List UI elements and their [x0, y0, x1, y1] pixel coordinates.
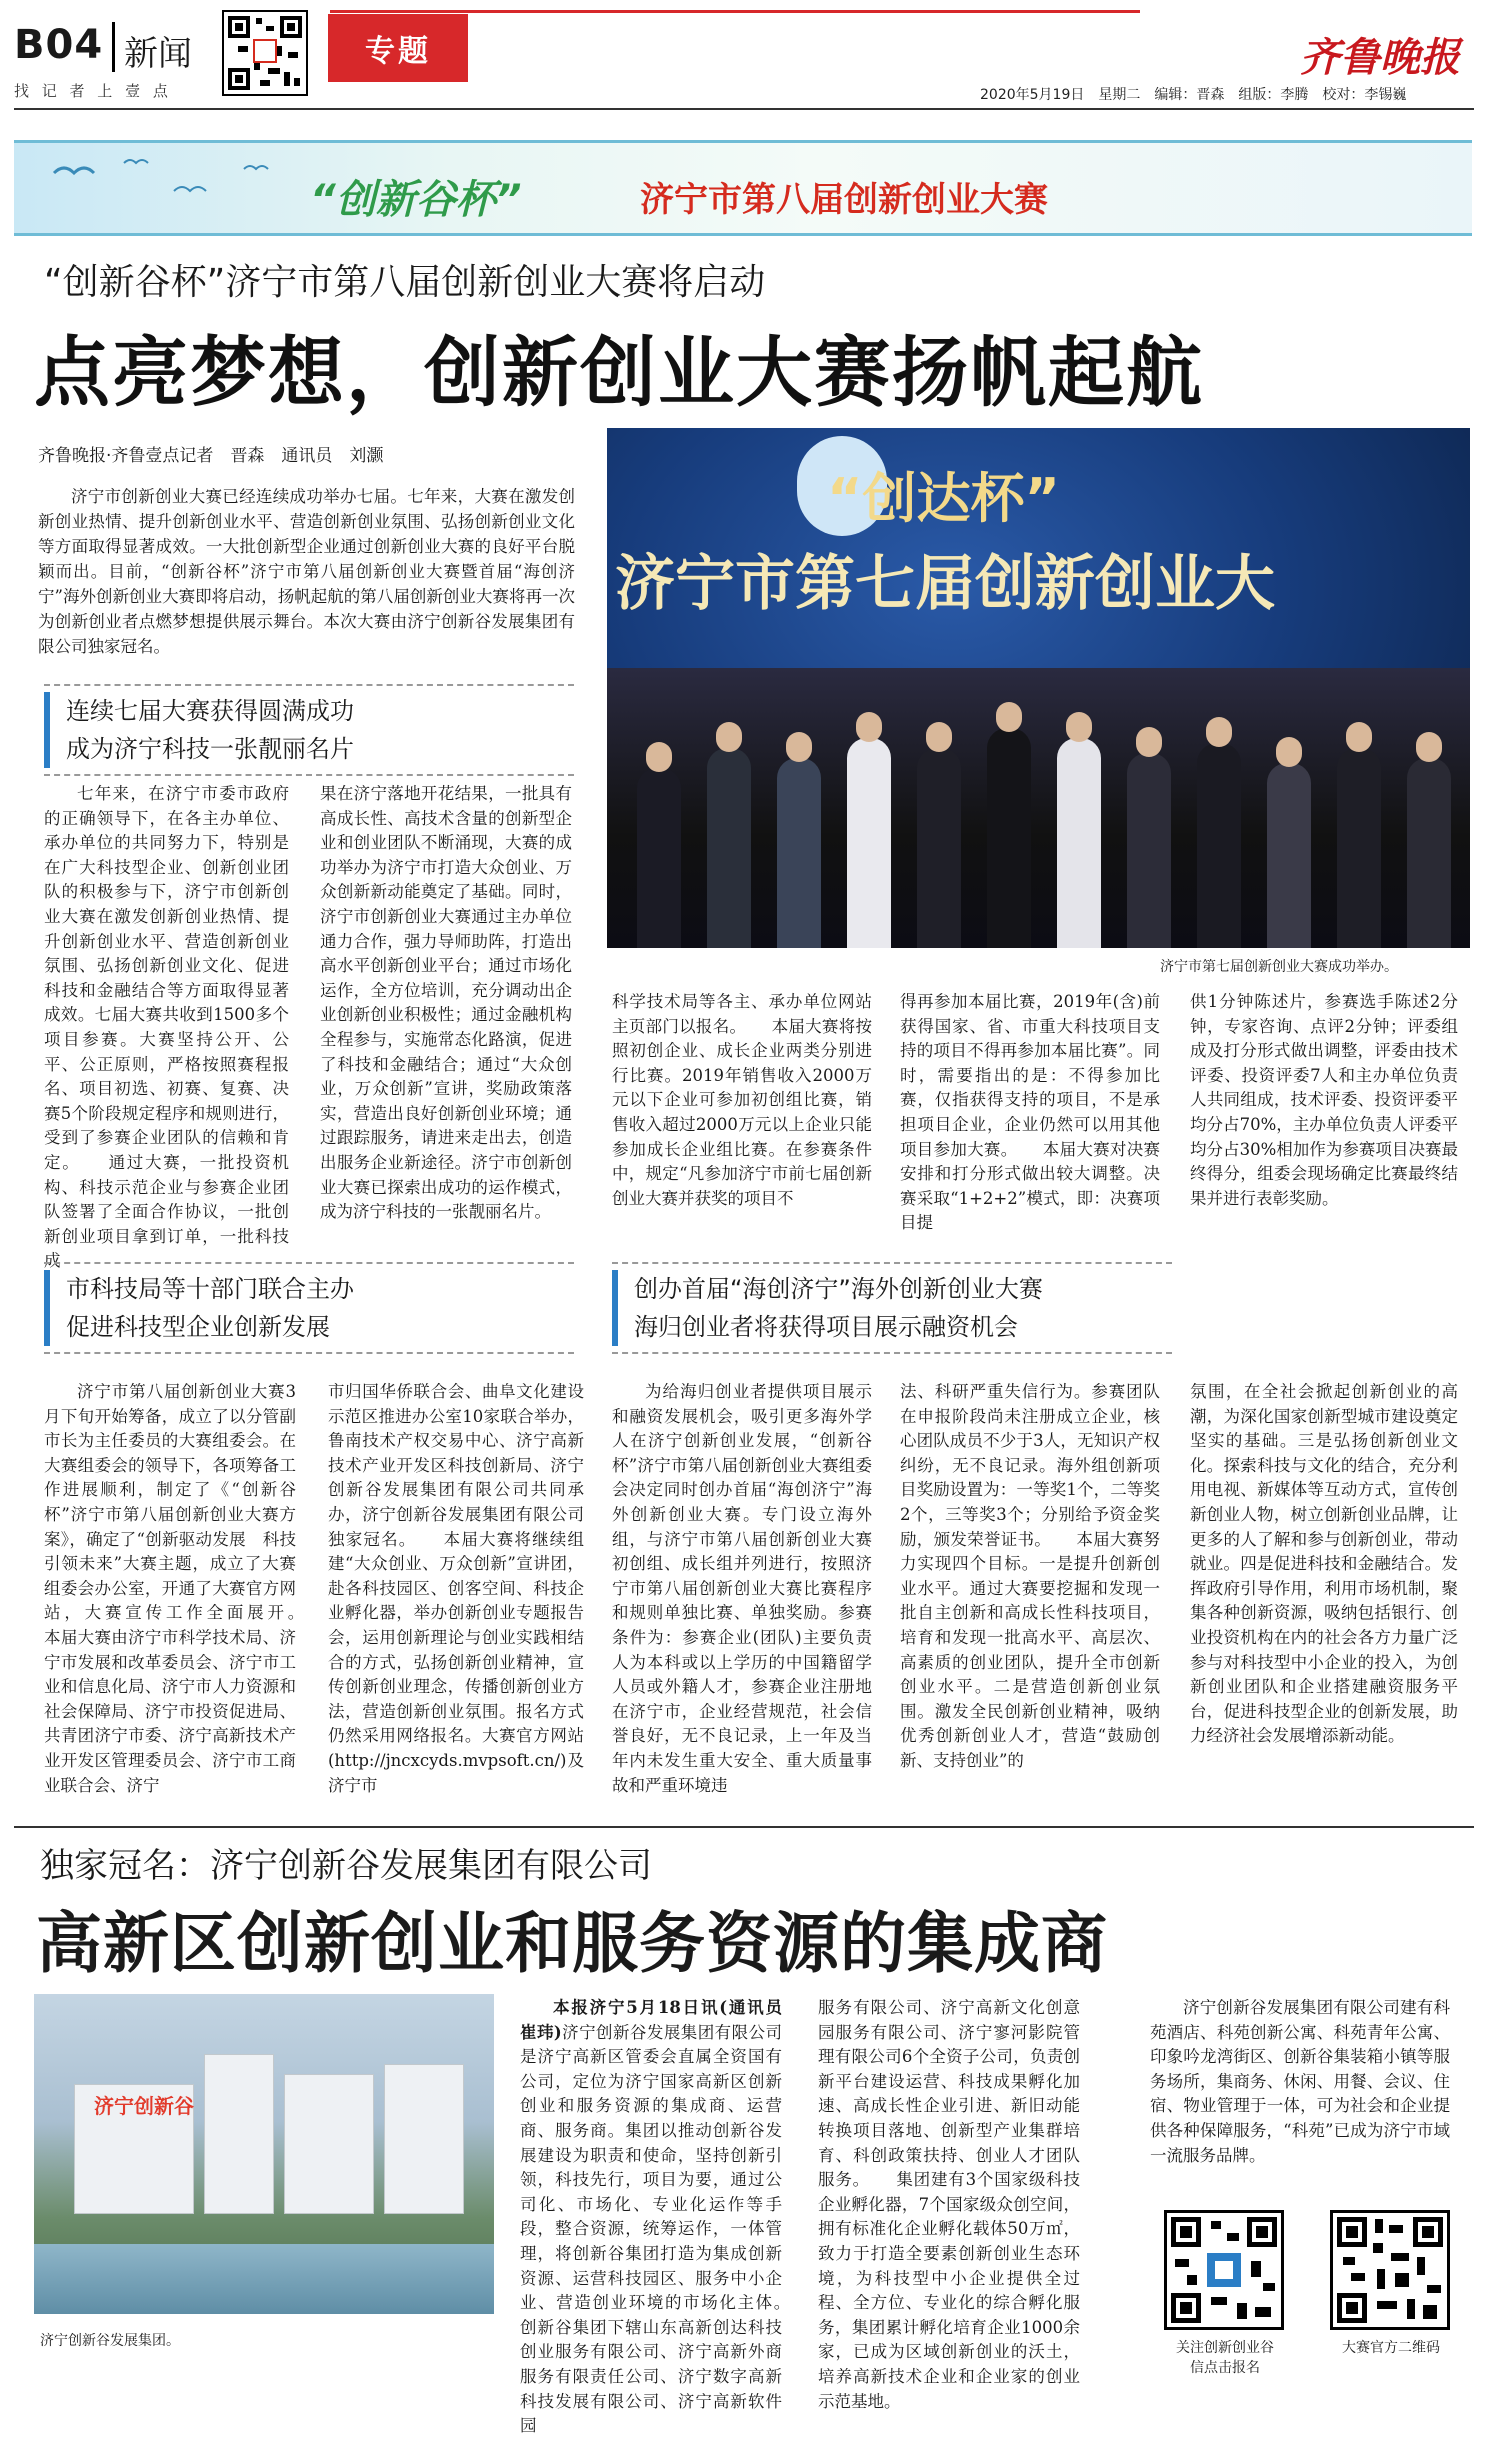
- section-3-title-line1: 创办首届“海创济宁”海外创新创业大赛: [634, 1275, 1043, 1303]
- section-3-col-3: 氛围，在全社会掀起创新创业的高潮，为深化国家创新型城市建设奠定坚实的基础。三是弘扬创新创业文化。探索科技与文化的结合，充分利用电视、新媒体等互动方式，宣传创新创业人物，树立创新创业品牌，让更多的人了解和参与创新创业，带动就业。四是促进科技和金融结合。发挥政府引导作用，利用市场机制，聚集各种创新资源，吸纳包括银行、创业投资机构在内的社会各方力量广泛参与对科技型中小企业的投入，为创新创业团队和企业搭建融资服务平台，促进科技型企业的创新发展，助力经济社会发展增添新动能。: [1190, 1382, 1458, 1746]
- birds-icon: [14, 143, 314, 233]
- article-headline: 点亮梦想，创新创业大赛扬帆起航: [34, 328, 1204, 417]
- photo-event-title: 济宁市第七届创新创业大: [615, 549, 1275, 619]
- section-heading-1: [44, 684, 574, 776]
- header-tagline: 找 记 者 上 壹 点: [14, 82, 172, 100]
- qr-code-icon[interactable]: [222, 10, 308, 96]
- article-2-dateline: 本报济宁5月18日讯(通讯员 崔玮): [520, 1998, 799, 2042]
- banner-title: 济宁市第八届创新创业大赛: [640, 180, 1048, 220]
- byline: 齐鲁晚报·齐鲁壹点记者 晋森 通讯员 刘灏: [38, 446, 384, 466]
- section-1-title-line2: 成为济宁科技一张靓丽名片: [66, 735, 354, 763]
- building-sign: 济宁创新谷: [94, 2094, 194, 2118]
- section-2-title-line1: 市科技局等十部门联合主办: [66, 1275, 354, 1303]
- article-2-col-2: 服务有限公司、济宁高新文化创意园服务有限公司、济宁寥河影院管理有限公司6个全资子公司，负责创新平台建设运营、科技成果孵化加速、高成长性企业引进、新旧动能转换项目落地、创新型产业集群培育、科创政策扶持、创业人才团队服务。 集团建有3个国家级科技企业孵化器，7个国家级众创空间，拥有标准化企业孵化载体50万㎡，致力于打造全要素创新创业生态环境，为科技型中小企业提供全过程、全方位、专业化的综合孵化服务，集团累计孵化培育企业1000余家，已成为区域创新创业的沃土，培养高新技术企业和企业家的创业示范基地。: [818, 1998, 1080, 2411]
- company-photo-caption: 济宁创新谷发展集团。: [40, 2333, 180, 2349]
- section-2-col-1: 济宁市第八届创新创业大赛3月下旬开始筹备，成立了以分管副市长为主任委员的大赛组委会。在大赛组委会的领导下，各项筹备工作进展顺利，制定了《“创新谷杯”济宁市第八届创新创业大赛方案》，确定了“创新驱动发展 科技引领未来”大赛主题，成立了大赛组委会办公室，开通了大赛官方网站，大赛宣传工作全面展开。 本届大赛由济宁市科学技术局、济宁市发展和改革委员会、济宁市工业和信息化局、济宁市人力资源和社会保障局、济宁市投资促进局、共青团济宁市委、济宁高新技术产业开发区管理委员会、济宁市工商业联合会、济宁: [44, 1382, 329, 1795]
- section-name: 新闻: [124, 34, 192, 74]
- section-1-col-2: 果在济宁落地开花结果，一批具有高成长性、高技术含量的创新型企业和创业团队不断涌现，大赛的成功举办为济宁市打造大众创业、万众创新新动能奠定了基础。同时，济宁市创新创业大赛通过主办单位通力合作，强力导师助阵，打造出高水平创新创业平台；通过市场化运作，全方位培训，充分调动出企业创新创业积极性；通过金融机构全程参与，实施常态化路演，促进了科技和金融结合；通过“大众创业，万众创新”宣讲，奖励政策落实，营造出良好创新创业环境；通过跟踪服务，请进来走出去，创造出服务企业新途径。济宁市创新创业大赛已探索出成功的运作模式，成为济宁科技的一张靓丽名片。: [320, 784, 572, 1222]
- section-3-col-1: 为给海归创业者提供项目展示和融资发展机会，吸引更多海外学人在济宁创新创业发展，“创新谷杯”济宁市第八届创新创业大赛组委会决定同时创办首届“海创济宁”海外创新创业大赛。专门设立海外组，与济宁市第八届创新创业大赛初创组、成长组并列进行，按照济宁市第八届创新创业大赛比赛程序和规则单独比赛、单独奖励。参赛条件为：参赛企业(团队)主要负责人为本科或以上学历的中国籍留学人员或外籍人才，参赛企业注册地在济宁市，企业经营规范，社会信誉良好，无不良记录，上一年及当年内未发生重大安全、重大质量事故和严重环境违: [612, 1382, 872, 1795]
- qr-label-official: 大赛官方二维码: [1342, 2340, 1440, 2356]
- article-2-col-1: 本报济宁5月18日讯(通讯员 崔玮)济宁创新谷发展集团有限公司是济宁高新区管委会直属全资国有公司，定位为济宁国家高新区创新创业和服务资源的集成商、运营商、服务商。集团以推动创新谷发展建设为职责和使命，坚持创新引领，科技先行，项目为要，通过公司化、市场化、专业化运作等手段，整合资源，统筹运作，一体管理，将创新谷集团打造为集成创新资源、运营科技园区、服务中小企业、营造创业环境的市场化主体。 创新谷集团下辖山东高新创达科技创业服务有限公司、济宁高新外商服务有限责任公司、济宁数字高新科技发展有限公司、济宁高新软件园: [520, 1998, 815, 2436]
- page-code: B04: [14, 22, 104, 68]
- qr-code-icon[interactable]: [1164, 2210, 1284, 2330]
- event-photo: [607, 428, 1470, 948]
- topic-rule: [330, 10, 1140, 13]
- section-heading-2: [44, 1262, 574, 1354]
- qr-code-icon[interactable]: [1330, 2210, 1450, 2330]
- article-divider: [14, 1826, 1474, 1828]
- section-1-col-1: 七年来，在济宁市委市政府的正确领导下，在各主办单位、承办单位的共同努力下，特别是在广大科技型企业、创新创业团队的积极参与下，济宁市创新创业大赛在激发创新创业热情、提升创新创业水平、营造创新创业氛围、弘扬创新创业文化、促进科技和金融结合等方面取得显著成效。七届大赛共收到1500多个项目参赛。大赛坚持公开、公平、公正原则，严格按照赛程报名、项目初选、初赛、复赛、决赛5个阶段规定程序和规则进行，受到了参赛企业团队的信赖和肯定。 通过大赛，一批投资机构、科技示范企业与参赛企业团队签署了全面合作协议，一批创新创业项目拿到订单，一批科技成: [44, 784, 289, 1271]
- section-heading-3: [612, 1262, 1172, 1354]
- photo-cup-title: “创达杯”: [827, 467, 1060, 530]
- article-kicker: “创新谷杯”济宁市第八届创新创业大赛将启动: [44, 262, 766, 303]
- section-1-col-3: 科学技术局等各主、承办单位网站主页部门以报名。 本届大赛将按照初创企业、成长企业两类分别进行比赛。2019年销售收入2000万元以下企业可参加初创组比赛，销售收入超过2000万元以上企业只能参加成长企业组比赛。在参赛条件中，规定“凡参加济宁市前七届创新创业大赛并获奖的项目不: [612, 992, 872, 1208]
- crowd: [607, 668, 1470, 948]
- section-3-title-line2: 海归创业者将获得项目展示融资机会: [634, 1313, 1018, 1341]
- section-1-col-5: 供1分钟陈述片，参赛选手陈述2分钟，专家咨询、点评2分钟；评委组成及打分形式做出调整，评委由技术评委、投资评委7人和主办单位负责人共同组成，技术评委、投资评委平均分占70%，主办单位负责人评委平均分占30%相加作为参赛项目决赛最终得分，组委会现场确定比赛最终结果并进行表彰奖励。: [1190, 992, 1458, 1208]
- masthead-logo: 齐鲁晚报: [1300, 34, 1460, 81]
- section-1-title-line1: 连续七届大赛获得圆满成功: [66, 697, 354, 725]
- article-2-headline: 高新区创新创业和服务资源的集成商: [36, 1905, 1108, 1982]
- header-divider: [112, 22, 115, 72]
- qr-label-register: 关注创新创业谷 信点击报名: [1176, 2340, 1274, 2376]
- article-2-col-3: 济宁创新谷发展集团有限公司建有科苑酒店、科苑创新公寓、科苑青年公寓、印象吟龙湾街区、创新谷集装箱小镇等服务场所，集商务、休闲、用餐、会议、住宿、物业管理于一体，可为社会和企业提供各种保障服务，“科苑”已成为济宁市域一流服务品牌。: [1150, 1998, 1450, 2165]
- section-1-col-4: 得再参加本届比赛，2019年(含)前获得国家、省、市重大科技项目支持的项目不得再参加本届比赛”。同时，需要指出的是：不得参加比赛，仅指获得支持的项目，不是承担项目企业，企业仍然可以用其他项目参加大赛。 本届大赛对决赛安排和打分形式做出较大调整。决赛采取“1+2+2”模式，即：决赛项目提: [900, 992, 1160, 1233]
- section-2-col-2: 市归国华侨联合会、曲阜文化建设示范区推进办公室10家联合举办，鲁南技术产权交易中心、济宁高新技术产业开发区科技创新局、济宁创新谷发展集团有限公司共同承办，济宁创新谷发展集团有限公司独家冠名。 本届大赛将继续组建“大众创业、万众创新”宣讲团，赴各科技园区、创客空间、科技企业孵化器，举办创新创业专题报告会，运用创新理论与创业实践相结合的方式，弘扬创新创业精神，宣传创新创业理念，传播创新创业方法，营造创新创业氛围。报名方式仍然采用网络报名。大赛官方网站(http://jncxcyds.mvpsoft.cn/)及济宁市: [328, 1382, 584, 1795]
- topic-tag: 专题: [328, 14, 468, 82]
- lead-paragraph: 济宁市创新创业大赛已经连续成功举办七届。七年来，大赛在激发创新创业热情、提升创新创业水平、营造创新创业氛围、弘扬创新创业文化等方面取得显著成效。一大批创新型企业通过创新创业大赛的良好平台脱颖而出。目前，“创新谷杯”济宁市第八届创新创业大赛暨首届“海创济宁”海外创新创业大赛即将启动，扬帆起航的第八届创新创业大赛将再一次为创新创业者点燃梦想提供展示舞台。本次大赛由济宁创新谷发展集团有限公司独家冠名。: [38, 487, 575, 656]
- company-photo: [34, 1994, 494, 2314]
- photo-caption: 济宁市第七届创新创业大赛成功举办。: [1160, 959, 1398, 975]
- banner-cup-name: “创新谷杯”: [310, 177, 522, 223]
- section-3-col-2: 法、科研严重失信行为。参赛团队在申报阶段尚未注册成立企业，核心团队成员不少于3人，无知识产权纠纷，无不良记录。海外组创新项目奖励设置为：一等奖1个，二等奖2个，三等奖3个；分别给予资金奖励，颁发荣誉证书。 本届大赛努力实现四个目标。一是提升创新创业水平。通过大赛要挖掘和发现一批自主创新和高成长性科技项目，培育和发现一批高水平、高层次、高素质的创业团队，提升全市创新创业水平。二是营造创新创业氛围。激发全民创新创业精神，吸纳优秀创新创业人才，营造“鼓励创新、支持创业”的: [900, 1382, 1160, 1770]
- section-2-title-line2: 促进科技型企业创新发展: [66, 1313, 330, 1341]
- dateline: 2020年5月19日 星期二 编辑：晋森 组版：李腾 校对：李锡巍: [980, 87, 1407, 103]
- article-2-kicker: 独家冠名：济宁创新谷发展集团有限公司: [40, 1846, 652, 1886]
- header-rule: [14, 108, 1474, 110]
